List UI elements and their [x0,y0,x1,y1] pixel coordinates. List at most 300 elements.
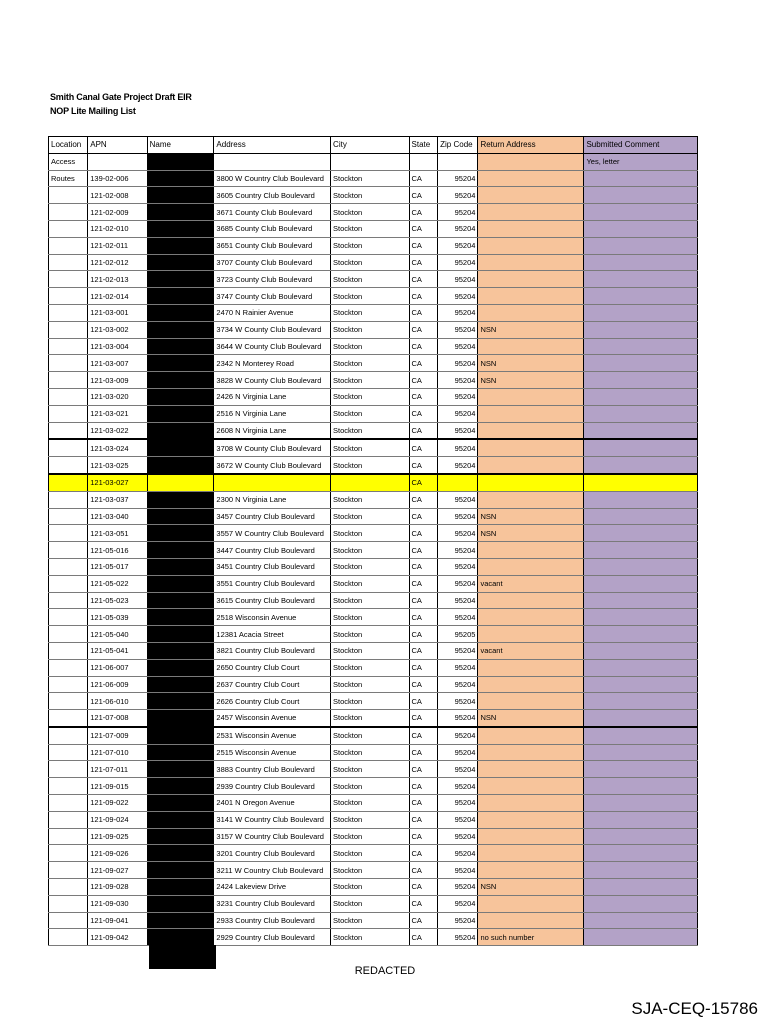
header-submitted-comment: Submitted Comment [584,137,698,154]
cell-apn: 121-07-010 [88,744,147,761]
table-row [49,642,698,659]
cell-state: CA [409,187,438,204]
cell-apn: 121-03-002 [88,321,147,338]
cell-address: 2929 Country Club Boulevard [214,929,331,946]
cell-state: CA [409,744,438,761]
cell-return-address [478,609,584,626]
cell-city: Stockton [331,609,409,626]
cell-zip: 95204 [438,220,478,237]
cell-name-redacted [147,879,214,896]
cell-apn: 121-05-023 [88,592,147,609]
cell-location [49,761,88,778]
cell-address: 3457 Country Club Boulevard [214,508,331,525]
cell-return-address [478,405,584,422]
cell-city: Stockton [331,525,409,542]
cell-submitted-comment [584,626,698,643]
cell-state: CA [409,912,438,929]
table-row [49,153,698,170]
cell-name-redacted [147,170,214,187]
cell-address: 2401 N Oregon Avenue [214,795,331,812]
cell-submitted-comment [584,811,698,828]
cell-state: CA [409,405,438,422]
cell-apn: 121-02-014 [88,288,147,305]
cell-address: 2531 Wisconsin Avenue [214,727,331,744]
cell-return-address [478,237,584,254]
table-row [49,355,698,372]
cell-location [49,525,88,542]
cell-address: 3447 Country Club Boulevard [214,542,331,559]
cell-submitted-comment [584,828,698,845]
cell-submitted-comment [584,895,698,912]
cell-submitted-comment [584,592,698,609]
cell-apn: 121-03-022 [88,422,147,439]
cell-address [214,474,331,491]
cell-address: 2426 N Virginia Lane [214,388,331,405]
cell-apn: 121-05-016 [88,542,147,559]
cell-state: CA [409,422,438,439]
cell-apn: 121-03-021 [88,405,147,422]
cell-apn: 121-05-040 [88,626,147,643]
cell-apn: 121-05-017 [88,558,147,575]
cell-zip: 95204 [438,508,478,525]
cell-name-redacted [147,895,214,912]
cell-city: Stockton [331,744,409,761]
cell-submitted-comment [584,204,698,221]
cell-return-address [478,204,584,221]
cell-submitted-comment [584,845,698,862]
header-address: Address [214,137,331,154]
cell-city: Stockton [331,204,409,221]
cell-apn [88,153,147,170]
cell-zip: 95204 [438,525,478,542]
cell-state: CA [409,592,438,609]
cell-city: Stockton [331,271,409,288]
cell-return-address [478,304,584,321]
cell-address: 2300 N Virginia Lane [214,491,331,508]
cell-location [49,862,88,879]
cell-location [49,828,88,845]
cell-city: Stockton [331,338,409,355]
cell-city: Stockton [331,575,409,592]
cell-state: CA [409,845,438,862]
cell-name-redacted [147,575,214,592]
table-row [49,693,698,710]
cell-address: 2637 Country Club Court [214,676,331,693]
cell-address: 3605 Country Club Boulevard [214,187,331,204]
cell-location [49,237,88,254]
cell-location [49,457,88,474]
cell-zip: 95204 [438,372,478,389]
cell-name-redacted [147,626,214,643]
cell-state: CA [409,727,438,744]
cell-return-address [478,338,584,355]
cell-zip: 95204 [438,338,478,355]
cell-zip: 95204 [438,558,478,575]
table-row [49,288,698,305]
cell-zip: 95205 [438,626,478,643]
table-row [49,542,698,559]
cell-location [49,405,88,422]
cell-apn: 121-02-011 [88,237,147,254]
document-subtitle: NOP Lite Mailing List [50,106,136,116]
cell-apn: 139-02-006 [88,170,147,187]
cell-apn: 121-03-007 [88,355,147,372]
cell-submitted-comment [584,355,698,372]
cell-zip: 95204 [438,355,478,372]
cell-return-address [478,912,584,929]
cell-name-redacted [147,676,214,693]
cell-zip: 95204 [438,811,478,828]
cell-return-address [478,659,584,676]
cell-submitted-comment [584,879,698,896]
cell-state: CA [409,474,438,491]
cell-location [49,676,88,693]
table-row [49,761,698,778]
cell-state: CA [409,525,438,542]
cell-state [409,153,438,170]
cell-city: Stockton [331,187,409,204]
cell-state: CA [409,811,438,828]
cell-address: 3723 County Club Boulevard [214,271,331,288]
cell-name-redacted [147,204,214,221]
cell-state: CA [409,575,438,592]
cell-return-address: NSN [478,372,584,389]
cell-return-address [478,288,584,305]
cell-city: Stockton [331,388,409,405]
cell-zip: 95204 [438,710,478,727]
cell-apn: 121-09-027 [88,862,147,879]
cell-return-address [478,153,584,170]
cell-city: Stockton [331,558,409,575]
cell-city: Stockton [331,237,409,254]
cell-return-address: no such number [478,929,584,946]
cell-address: 3671 County Club Boulevard [214,204,331,221]
table-row [49,845,698,862]
cell-return-address [478,778,584,795]
cell-name-redacted [147,811,214,828]
cell-address: 2608 N Virginia Lane [214,422,331,439]
cell-submitted-comment [584,491,698,508]
cell-state: CA [409,879,438,896]
cell-address: 3157 W Country Club Boulevard [214,828,331,845]
cell-city: Stockton [331,693,409,710]
cell-name-redacted [147,795,214,812]
table-row [49,676,698,693]
cell-apn: 121-06-007 [88,659,147,676]
cell-location [49,811,88,828]
cell-apn: 121-03-024 [88,439,147,456]
cell-city: Stockton [331,405,409,422]
cell-state: CA [409,388,438,405]
cell-address: 3211 W Country Club Boulevard [214,862,331,879]
cell-return-address [478,491,584,508]
cell-location [49,592,88,609]
cell-name-redacted [147,422,214,439]
cell-name-redacted [147,491,214,508]
cell-submitted-comment [584,170,698,187]
cell-zip: 95204 [438,642,478,659]
table-row [49,204,698,221]
cell-return-address [478,676,584,693]
cell-name-redacted [147,439,214,456]
cell-state: CA [409,170,438,187]
cell-return-address [478,862,584,879]
cell-state: CA [409,304,438,321]
cell-apn: 121-02-012 [88,254,147,271]
cell-address: 3615 Country Club Boulevard [214,592,331,609]
header-location: Location [49,137,88,154]
cell-submitted-comment [584,422,698,439]
cell-return-address [478,220,584,237]
cell-name-redacted [147,153,214,170]
cell-state: CA [409,220,438,237]
cell-zip: 95204 [438,761,478,778]
table-row [49,744,698,761]
cell-zip: 95204 [438,609,478,626]
cell-zip: 95204 [438,491,478,508]
cell-submitted-comment [584,609,698,626]
cell-address: 2939 Country Club Boulevard [214,778,331,795]
cell-name-redacted [147,187,214,204]
cell-apn: 121-06-010 [88,693,147,710]
cell-name-redacted [147,558,214,575]
cell-address: 3551 Country Club Boulevard [214,575,331,592]
cell-state: CA [409,693,438,710]
table-row [49,795,698,812]
cell-location [49,642,88,659]
cell-apn: 121-07-009 [88,727,147,744]
cell-apn: 121-09-042 [88,929,147,946]
cell-apn: 121-09-026 [88,845,147,862]
table-row [49,879,698,896]
mailing-list-table [48,136,698,946]
cell-state: CA [409,321,438,338]
cell-apn: 121-03-051 [88,525,147,542]
cell-name-redacted [147,355,214,372]
cell-return-address: NSN [478,879,584,896]
cell-city: Stockton [331,422,409,439]
cell-submitted-comment [584,457,698,474]
header-city: City [331,137,409,154]
cell-apn: 121-06-009 [88,676,147,693]
cell-location [49,575,88,592]
cell-zip: 95204 [438,929,478,946]
cell-zip: 95204 [438,845,478,862]
cell-apn: 121-05-041 [88,642,147,659]
cell-city: Stockton [331,304,409,321]
cell-submitted-comment [584,372,698,389]
cell-zip: 95204 [438,727,478,744]
cell-apn: 121-07-008 [88,710,147,727]
cell-zip: 95204 [438,405,478,422]
cell-state: CA [409,271,438,288]
cell-submitted-comment [584,338,698,355]
cell-city: Stockton [331,439,409,456]
cell-address: 12381 Acacia Street [214,626,331,643]
cell-location [49,204,88,221]
cell-address: 3672 W County Club Boulevard [214,457,331,474]
redacted-label: REDACTED [354,965,416,977]
cell-address: 3685 County Club Boulevard [214,220,331,237]
cell-submitted-comment [584,271,698,288]
cell-return-address [478,271,584,288]
cell-name-redacted [147,693,214,710]
cell-submitted-comment [584,693,698,710]
table-row [49,474,698,491]
cell-submitted-comment [584,727,698,744]
cell-return-address [478,254,584,271]
cell-zip [438,153,478,170]
cell-submitted-comment [584,761,698,778]
cell-location [49,372,88,389]
cell-submitted-comment [584,676,698,693]
cell-submitted-comment [584,795,698,812]
document-title: Smith Canal Gate Project Draft EIR [50,92,192,102]
cell-location [49,288,88,305]
cell-state: CA [409,676,438,693]
cell-city: Stockton [331,845,409,862]
cell-address: 3231 Country Club Boulevard [214,895,331,912]
cell-apn: 121-07-011 [88,761,147,778]
cell-city: Stockton [331,321,409,338]
cell-apn: 121-03-027 [88,474,147,491]
cell-city: Stockton [331,912,409,929]
cell-address: 2342 N Monterey Road [214,355,331,372]
cell-city: Stockton [331,811,409,828]
cell-city: Stockton [331,508,409,525]
cell-location [49,542,88,559]
header-zip: Zip Code [438,137,478,154]
cell-submitted-comment [584,525,698,542]
cell-state: CA [409,508,438,525]
cell-location [49,795,88,812]
cell-city: Stockton [331,642,409,659]
cell-submitted-comment [584,659,698,676]
cell-apn: 121-05-022 [88,575,147,592]
cell-zip: 95204 [438,204,478,221]
cell-state: CA [409,558,438,575]
cell-city: Stockton [331,355,409,372]
table-row [49,862,698,879]
table-row [49,388,698,405]
cell-address: 3707 County Club Boulevard [214,254,331,271]
cell-submitted-comment [584,642,698,659]
table-row [49,338,698,355]
cell-apn: 121-03-004 [88,338,147,355]
cell-state: CA [409,929,438,946]
cell-city: Stockton [331,862,409,879]
cell-submitted-comment [584,575,698,592]
cell-location [49,626,88,643]
cell-return-address [478,693,584,710]
cell-submitted-comment [584,288,698,305]
cell-name-redacted [147,609,214,626]
cell-city: Stockton [331,929,409,946]
cell-location [49,912,88,929]
cell-zip: 95204 [438,187,478,204]
cell-name-redacted [147,372,214,389]
cell-name-redacted [147,659,214,676]
cell-zip: 95204 [438,912,478,929]
cell-city: Stockton [331,676,409,693]
cell-zip: 95204 [438,879,478,896]
cell-name-redacted [147,710,214,727]
cell-zip: 95204 [438,592,478,609]
cell-apn: 121-09-015 [88,778,147,795]
cell-city: Stockton [331,220,409,237]
table-row [49,592,698,609]
table-row [49,575,698,592]
cell-apn: 121-02-010 [88,220,147,237]
cell-zip: 95204 [438,895,478,912]
cell-state: CA [409,778,438,795]
cell-submitted-comment [584,439,698,456]
cell-address: 3734 W County Club Boulevard [214,321,331,338]
table-row [49,491,698,508]
cell-apn: 121-05-039 [88,609,147,626]
cell-name-redacted [147,338,214,355]
cell-zip: 95204 [438,828,478,845]
cell-apn: 121-03-037 [88,491,147,508]
cell-name-redacted [147,304,214,321]
cell-city: Stockton [331,879,409,896]
cell-address: 2515 Wisconsin Avenue [214,744,331,761]
cell-return-address: NSN [478,525,584,542]
table-row [49,508,698,525]
cell-state: CA [409,642,438,659]
cell-address: 2470 N Rainier Avenue [214,304,331,321]
cell-apn: 121-09-030 [88,895,147,912]
cell-location [49,693,88,710]
table-row [49,405,698,422]
cell-zip: 95204 [438,778,478,795]
cell-address: 2933 Country Club Boulevard [214,912,331,929]
cell-location [49,744,88,761]
cell-zip: 95204 [438,170,478,187]
table-row [49,170,698,187]
cell-apn: 121-03-009 [88,372,147,389]
cell-submitted-comment [584,929,698,946]
cell-zip: 95204 [438,542,478,559]
cell-location [49,388,88,405]
cell-submitted-comment [584,744,698,761]
cell-submitted-comment [584,912,698,929]
table-row [49,525,698,542]
cell-state: CA [409,457,438,474]
header-state: State [409,137,438,154]
cell-zip: 95204 [438,693,478,710]
cell-address: 3883 Country Club Boulevard [214,761,331,778]
cell-city [331,153,409,170]
cell-return-address [478,845,584,862]
cell-location [49,254,88,271]
cell-location [49,778,88,795]
cell-state: CA [409,626,438,643]
cell-zip [438,474,478,491]
cell-location [49,338,88,355]
cell-apn: 121-03-001 [88,304,147,321]
cell-zip: 95204 [438,862,478,879]
cell-address: 3557 W Country Club Boulevard [214,525,331,542]
cell-address: 2424 Lakeview Drive [214,879,331,896]
cell-state: CA [409,288,438,305]
cell-return-address [478,170,584,187]
cell-submitted-comment [584,237,698,254]
cell-return-address [478,761,584,778]
cell-zip: 95204 [438,659,478,676]
cell-city: Stockton [331,710,409,727]
cell-state: CA [409,828,438,845]
